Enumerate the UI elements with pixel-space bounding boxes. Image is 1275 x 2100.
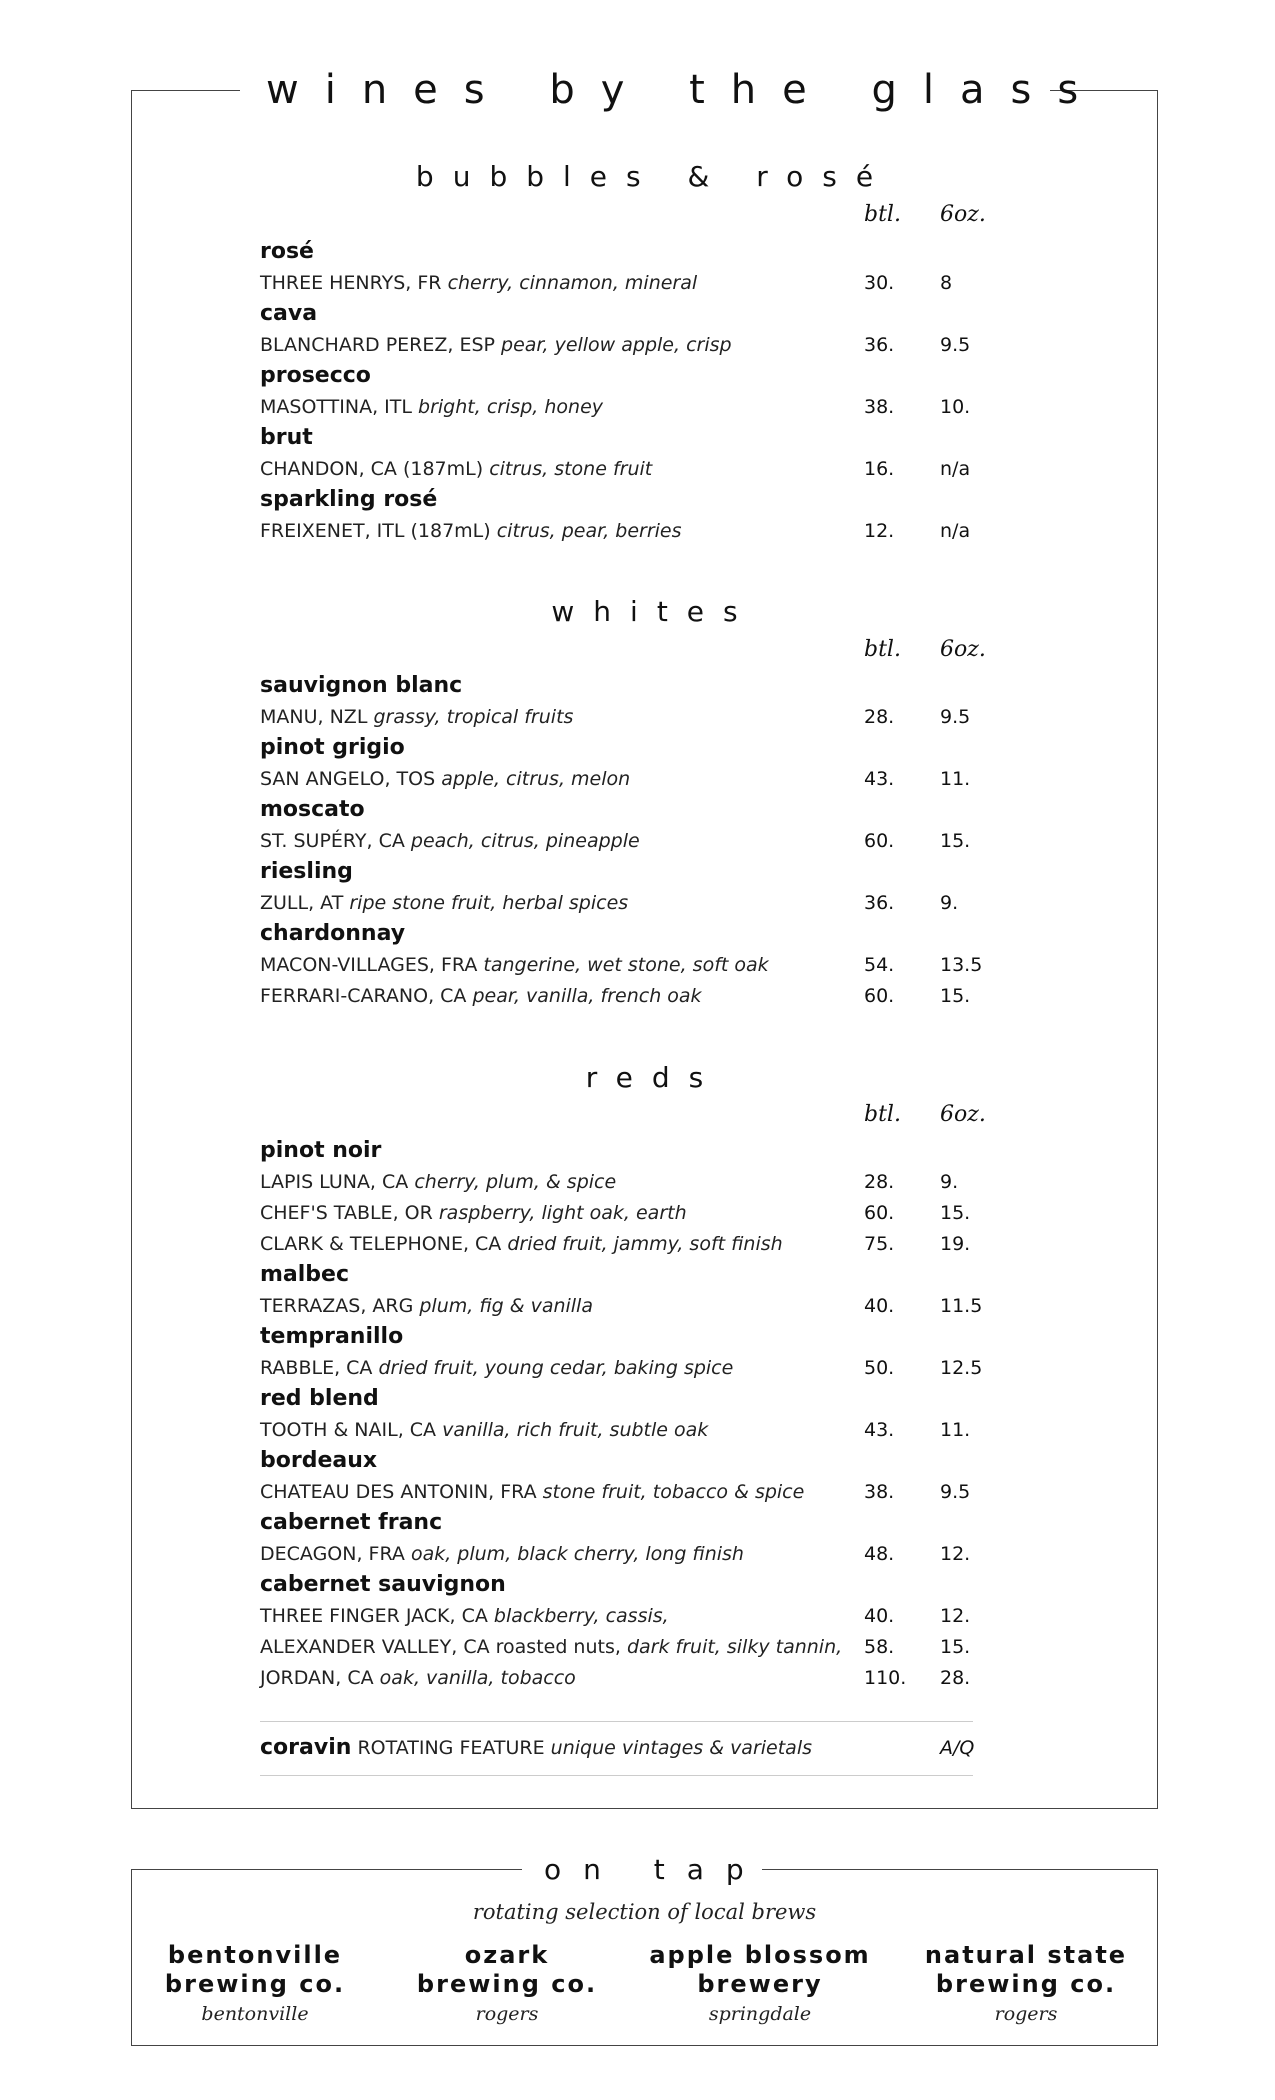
wine-bottle-price: 28.: [864, 1171, 895, 1193]
column-header-glass: 6oz.: [940, 637, 986, 662]
wine-producer: MACON-VILLAGES, FRA: [260, 954, 478, 976]
wine-bottle-price: 60.: [864, 1202, 895, 1224]
wine-notes: cherry, cinnamon, mineral: [447, 272, 698, 294]
section-title-bubbles: bubbles & rosé: [415, 160, 893, 193]
wine-notes: vanilla, rich fruit, subtle oak: [442, 1419, 709, 1441]
wine-bottle-price: 38.: [864, 396, 895, 418]
wine-glass-price: 11.: [940, 768, 971, 790]
column-header-bottle: btl.: [864, 637, 901, 662]
wine-bottle-price: 110.: [864, 1667, 907, 1689]
wine-row: [260, 1601, 1120, 1631]
wine-row: [260, 950, 1120, 980]
varietal-heading: bordeaux: [260, 1448, 378, 1473]
wine-row: [260, 392, 1120, 422]
wine-bottle-price: 58.: [864, 1636, 895, 1658]
wine-glass-price: 9.5: [940, 1481, 971, 1503]
varietal-heading: pinot noir: [260, 1138, 382, 1163]
wine-glass-price: 15.: [940, 830, 971, 852]
wine-glass-price: 11.5: [940, 1295, 983, 1317]
wine-bottle-price: 40.: [864, 1605, 895, 1627]
brewery-name-line1: bentonville: [167, 1941, 343, 1969]
brewery-city: springdale: [708, 2003, 812, 2025]
wine-row: [260, 764, 1120, 794]
brewery-name-line2: brewing co.: [416, 1970, 598, 1998]
wine-row: [260, 1632, 1120, 1662]
wine-bottle-price: 50.: [864, 1357, 895, 1379]
wine-glass-price: 9.5: [940, 706, 971, 728]
wine-bottle-price: 30.: [864, 272, 895, 294]
wine-bottle-price: 40.: [864, 1295, 895, 1317]
wine-producer: MASOTTINA, ITL: [260, 396, 412, 418]
wine-bottle-price: 75.: [864, 1233, 895, 1255]
wine-notes: oak, vanilla, tobacco: [379, 1667, 576, 1689]
wine-glass-price: 12.: [940, 1605, 971, 1627]
wine-notes: dried fruit, jammy, soft finish: [507, 1233, 783, 1255]
wine-bottle-price: 12.: [864, 520, 895, 542]
wine-row: [260, 330, 1120, 360]
varietal-heading: moscato: [260, 797, 365, 822]
wine-bottle-price: 43.: [864, 1419, 895, 1441]
wine-glass-price: n/a: [940, 520, 971, 542]
wine-notes: raspberry, light oak, earth: [438, 1202, 687, 1224]
wine-producer: CLARK & TELEPHONE, CA: [260, 1233, 502, 1255]
wine-producer: ST. SUPÉRY, CA: [260, 830, 405, 852]
wine-bottle-price: 48.: [864, 1543, 895, 1565]
wine-row: [260, 1663, 1120, 1693]
varietal-heading: cabernet sauvignon: [260, 1572, 506, 1597]
wine-producer: LAPIS LUNA, CA: [260, 1171, 409, 1193]
wine-notes: apple, citrus, melon: [441, 768, 631, 790]
varietal-heading: cava: [260, 301, 318, 326]
wine-row: [260, 1198, 1120, 1228]
wine-producer: BLANCHARD PEREZ, ESP: [260, 334, 495, 356]
wine-row: [260, 702, 1120, 732]
column-header-glass: 6oz.: [940, 1102, 986, 1127]
divider: [260, 1721, 973, 1722]
wine-glass-price: 28.: [940, 1667, 971, 1689]
wine-notes: pear, yellow apple, crisp: [501, 334, 732, 356]
wine-producer: DECAGON, FRA: [260, 1543, 405, 1565]
wine-row: [260, 1291, 1120, 1321]
wine-notes: citrus, stone fruit: [489, 458, 653, 480]
brewery-item: [630, 1941, 890, 2029]
wine-producer: FREIXENET, ITL (187mL): [260, 520, 491, 542]
wine-glass-price: 15.: [940, 1636, 971, 1658]
wine-notes: pear, vanilla, french oak: [472, 985, 702, 1007]
varietal-heading: malbec: [260, 1262, 350, 1287]
coravin-row: [260, 1733, 1120, 1763]
wine-glass-price: 15.: [940, 1202, 971, 1224]
brewery-item: [125, 1941, 385, 2029]
coravin-name: coravin: [260, 1735, 352, 1760]
coravin-price: A/Q: [940, 1737, 975, 1759]
wine-glass-price: n/a: [940, 458, 971, 480]
brewery-city: rogers: [475, 2003, 539, 2025]
wine-producer: CHANDON, CA (187mL): [260, 458, 484, 480]
wine-producer: FERRARI-CARANO, CA: [260, 985, 467, 1007]
wine-notes: dried fruit, young cedar, baking spice: [378, 1357, 734, 1379]
wine-glass-price: 15.: [940, 985, 971, 1007]
varietal-heading: rosé: [260, 239, 314, 264]
wine-notes: tangerine, wet stone, soft oak: [483, 954, 769, 976]
wine-producer: ALEXANDER VALLEY, CA roasted nuts,: [260, 1636, 621, 1658]
brewery-name-line2: brewing co.: [164, 1970, 346, 1998]
varietal-heading: sauvignon blanc: [260, 673, 463, 698]
wine-notes: peach, citrus, pineapple: [410, 830, 640, 852]
on-tap-title: on tap: [522, 1851, 762, 1889]
varietal-heading: sparkling rosé: [260, 487, 438, 512]
wine-notes: dark fruit, silky tannin,: [626, 1636, 843, 1658]
varietal-heading: cabernet franc: [260, 1510, 443, 1535]
wine-bottle-price: 36.: [864, 892, 895, 914]
varietal-heading: riesling: [260, 859, 353, 884]
column-header-glass: 6oz.: [940, 202, 986, 227]
page-title: wines by the glass: [240, 62, 1050, 118]
wine-row: [260, 268, 1120, 298]
wine-glass-price: 12.: [940, 1543, 971, 1565]
column-header-bottle: btl.: [864, 202, 901, 227]
varietal-heading: chardonnay: [260, 921, 406, 946]
brewery-item: [896, 1941, 1156, 2029]
wine-row: [260, 454, 1120, 484]
divider: [260, 1775, 973, 1776]
brewery-city: bentonville: [201, 2003, 309, 2025]
wine-notes: stone fruit, tobacco & spice: [542, 1481, 805, 1503]
wine-notes: grassy, tropical fruits: [373, 706, 574, 728]
wine-bottle-price: 28.: [864, 706, 895, 728]
brewery-name-line1: apple blossom: [649, 1941, 871, 1969]
coravin-notes: unique vintages & varietals: [550, 1737, 813, 1759]
brewery-item: [377, 1941, 637, 2029]
wine-producer: CHEF'S TABLE, OR: [260, 1202, 433, 1224]
brewery-name-line1: ozark: [464, 1941, 550, 1969]
wine-bottle-price: 36.: [864, 334, 895, 356]
wine-notes: ripe stone fruit, herbal spices: [349, 892, 629, 914]
varietal-heading: pinot grigio: [260, 735, 405, 760]
wine-producer: JORDAN, CA: [260, 1667, 374, 1689]
wine-row: [260, 1415, 1120, 1445]
wine-row: [260, 1539, 1120, 1569]
wine-notes: bright, crisp, honey: [418, 396, 604, 418]
wine-producer: CHATEAU DES ANTONIN, FRA: [260, 1481, 537, 1503]
wine-row: [260, 826, 1120, 856]
wine-bottle-price: 43.: [864, 768, 895, 790]
wine-glass-price: 8: [940, 272, 953, 294]
varietal-heading: brut: [260, 425, 313, 450]
section-title-whites: whites: [551, 595, 757, 628]
wine-notes: oak, plum, black cherry, long finish: [410, 1543, 744, 1565]
wine-producer: THREE FINGER JACK, CA: [260, 1605, 488, 1627]
wine-row: [260, 981, 1120, 1011]
wine-producer: TERRAZAS, ARG: [260, 1295, 414, 1317]
wine-bottle-price: 60.: [864, 830, 895, 852]
wine-bottle-price: 54.: [864, 954, 895, 976]
wine-producer: RABBLE, CA: [260, 1357, 373, 1379]
on-tap-subtitle: rotating selection of local brews: [472, 1900, 817, 1924]
wine-glass-price: 11.: [940, 1419, 971, 1441]
brewery-name-line1: natural state: [924, 1941, 1128, 1969]
wine-producer: MANU, NZL: [260, 706, 368, 728]
wine-glass-price: 9.5: [940, 334, 971, 356]
brewery-name-line2: brewery: [697, 1970, 823, 1998]
wine-bottle-price: 16.: [864, 458, 895, 480]
brewery-city: rogers: [994, 2003, 1058, 2025]
section-title-reds: reds: [585, 1061, 723, 1094]
wine-notes: plum, fig & vanilla: [419, 1295, 593, 1317]
varietal-heading: red blend: [260, 1386, 379, 1411]
wine-glass-price: 12.5: [940, 1357, 983, 1379]
varietal-heading: tempranillo: [260, 1324, 404, 1349]
brewery-name-line2: brewing co.: [935, 1970, 1117, 1998]
wine-notes: blackberry, cassis,: [493, 1605, 669, 1627]
wine-producer: TOOTH & NAIL, CA: [260, 1419, 437, 1441]
wine-row: [260, 1167, 1120, 1197]
wine-glass-price: 13.5: [940, 954, 983, 976]
wine-row: [260, 516, 1120, 546]
varietal-heading: prosecco: [260, 363, 371, 388]
wine-glass-price: 9.: [940, 1171, 959, 1193]
wine-bottle-price: 60.: [864, 985, 895, 1007]
wine-producer: THREE HENRYS, FR: [260, 272, 442, 294]
wine-bottle-price: 38.: [864, 1481, 895, 1503]
wine-notes: citrus, pear, berries: [496, 520, 682, 542]
wine-row: [260, 1477, 1120, 1507]
wine-row: [260, 888, 1120, 918]
wine-row: [260, 1353, 1120, 1383]
column-header-bottle: btl.: [864, 1102, 901, 1127]
wine-notes: cherry, plum, & spice: [414, 1171, 617, 1193]
wine-producer: SAN ANGELO, TOS: [260, 768, 436, 790]
wine-glass-price: 10.: [940, 396, 971, 418]
coravin-label: ROTATING FEATURE: [357, 1737, 545, 1759]
wine-producer: ZULL, AT: [260, 892, 344, 914]
wine-glass-price: 19.: [940, 1233, 971, 1255]
wine-glass-price: 9.: [940, 892, 959, 914]
wine-row: [260, 1229, 1120, 1259]
